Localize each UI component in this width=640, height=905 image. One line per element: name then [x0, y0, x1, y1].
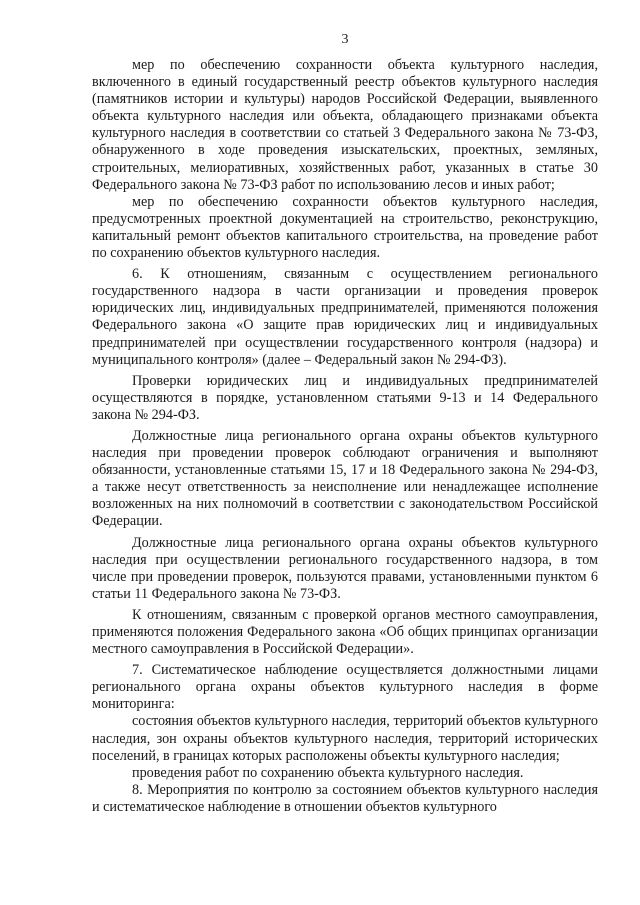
paragraph-dolzhnostnye-obyazannosti: Должностные лица регионального органа охраны объектов культурного наследия при проведении проверок соблюдают ограничения и выполняют обязанности, установленные статьями 15, 17 и 18 Федерального закона № 294-ФЗ, а также несут ответственность за неисполнение или ненадлежащее исполнение возложенных на них полномочий в соответствии с законодательством Российской Федерации.: [92, 427, 598, 530]
paragraph-proverki: Проверки юридических лиц и индивидуальных предпринимателей осуществляются в порядке, установленном статьями 9-13 и 14 Федерального закона № 294-ФЗ.: [92, 372, 598, 423]
paragraph-item-8: 8. Мероприятия по контролю за состоянием объектов культурного наследия и систематическое наблюдение в отношении объектов культурного: [92, 781, 598, 815]
paragraph-sostoyaniya: состояния объектов культурного наследия, территорий объектов культурного наследия, зон охраны объектов культурного наследия, территорий исторических поселений, в границах которых расположены объекты культурного наследия;: [92, 713, 598, 764]
paragraph-mestnoe-samoupravlenie: К отношениям, связанным с проверкой органов местного самоуправления, применяются положения Федерального закона «Об общих принципах организации местного самоуправления в Российской Федерации».: [92, 606, 598, 658]
document-body: [92, 57, 598, 816]
page-number: 3: [341, 32, 349, 47]
paragraph-dolzhnostnye-prava: Должностные лица регионального органа охраны объектов культурного наследия при осуществлении регионального государственного надзора, в том числе при проведении проверок, пользуются правами, установленными пунктом 6 статьи 11 Федерального закона № 73-ФЗ.: [92, 534, 598, 602]
paragraph-item-7: 7. Систематическое наблюдение осуществляется должностными лицами регионального органа охраны объектов культурного наследия в форме мониторинга:: [92, 662, 598, 713]
paragraph-mery-proektnoy: мер по обеспечению сохранности объектов культурного наследия, предусмотренных проектной документацией на строительство, реконструкцию, капитальный ремонт объектов капитального строительства, на проведение работ по сохранению объектов культурного наследия.: [92, 193, 598, 262]
paragraph-provedeniya-rabot: проведения работ по сохранению объекта культурного наследия.: [132, 764, 524, 781]
paragraph-mery-obekta: мер по обеспечению сохранности объекта культурного наследия, включенного в единый государственный реестр объектов культурного наследия (памятников истории и культуры) народов Российской Федерации, выявленного объекта культурного наследия или объекта, обладающего признаками объекта культурного наследия в соответствии со статьей 3 Федерального закона № 73-ФЗ, обнаруженного в ходе проведения изыскательских, проектных, земляных, строительных, мелиоративных, хозяйственных работ, указанных в статье 30 Федерального закона № 73-ФЗ работ по использованию лесов и иных работ;: [92, 57, 598, 193]
paragraph-item-6: 6. К отношениям, связанным с осуществлением регионального государственного надзора в части организации и проведения проверок юридических лиц, индивидуальных предпринимателей, применяются положения Федерального закона «О защите прав юридических лиц и индивидуальных предпринимателей при осуществлении государственного контроля (надзора) и муниципального контроля» (далее – Федеральный закон № 294-ФЗ).: [92, 266, 598, 368]
